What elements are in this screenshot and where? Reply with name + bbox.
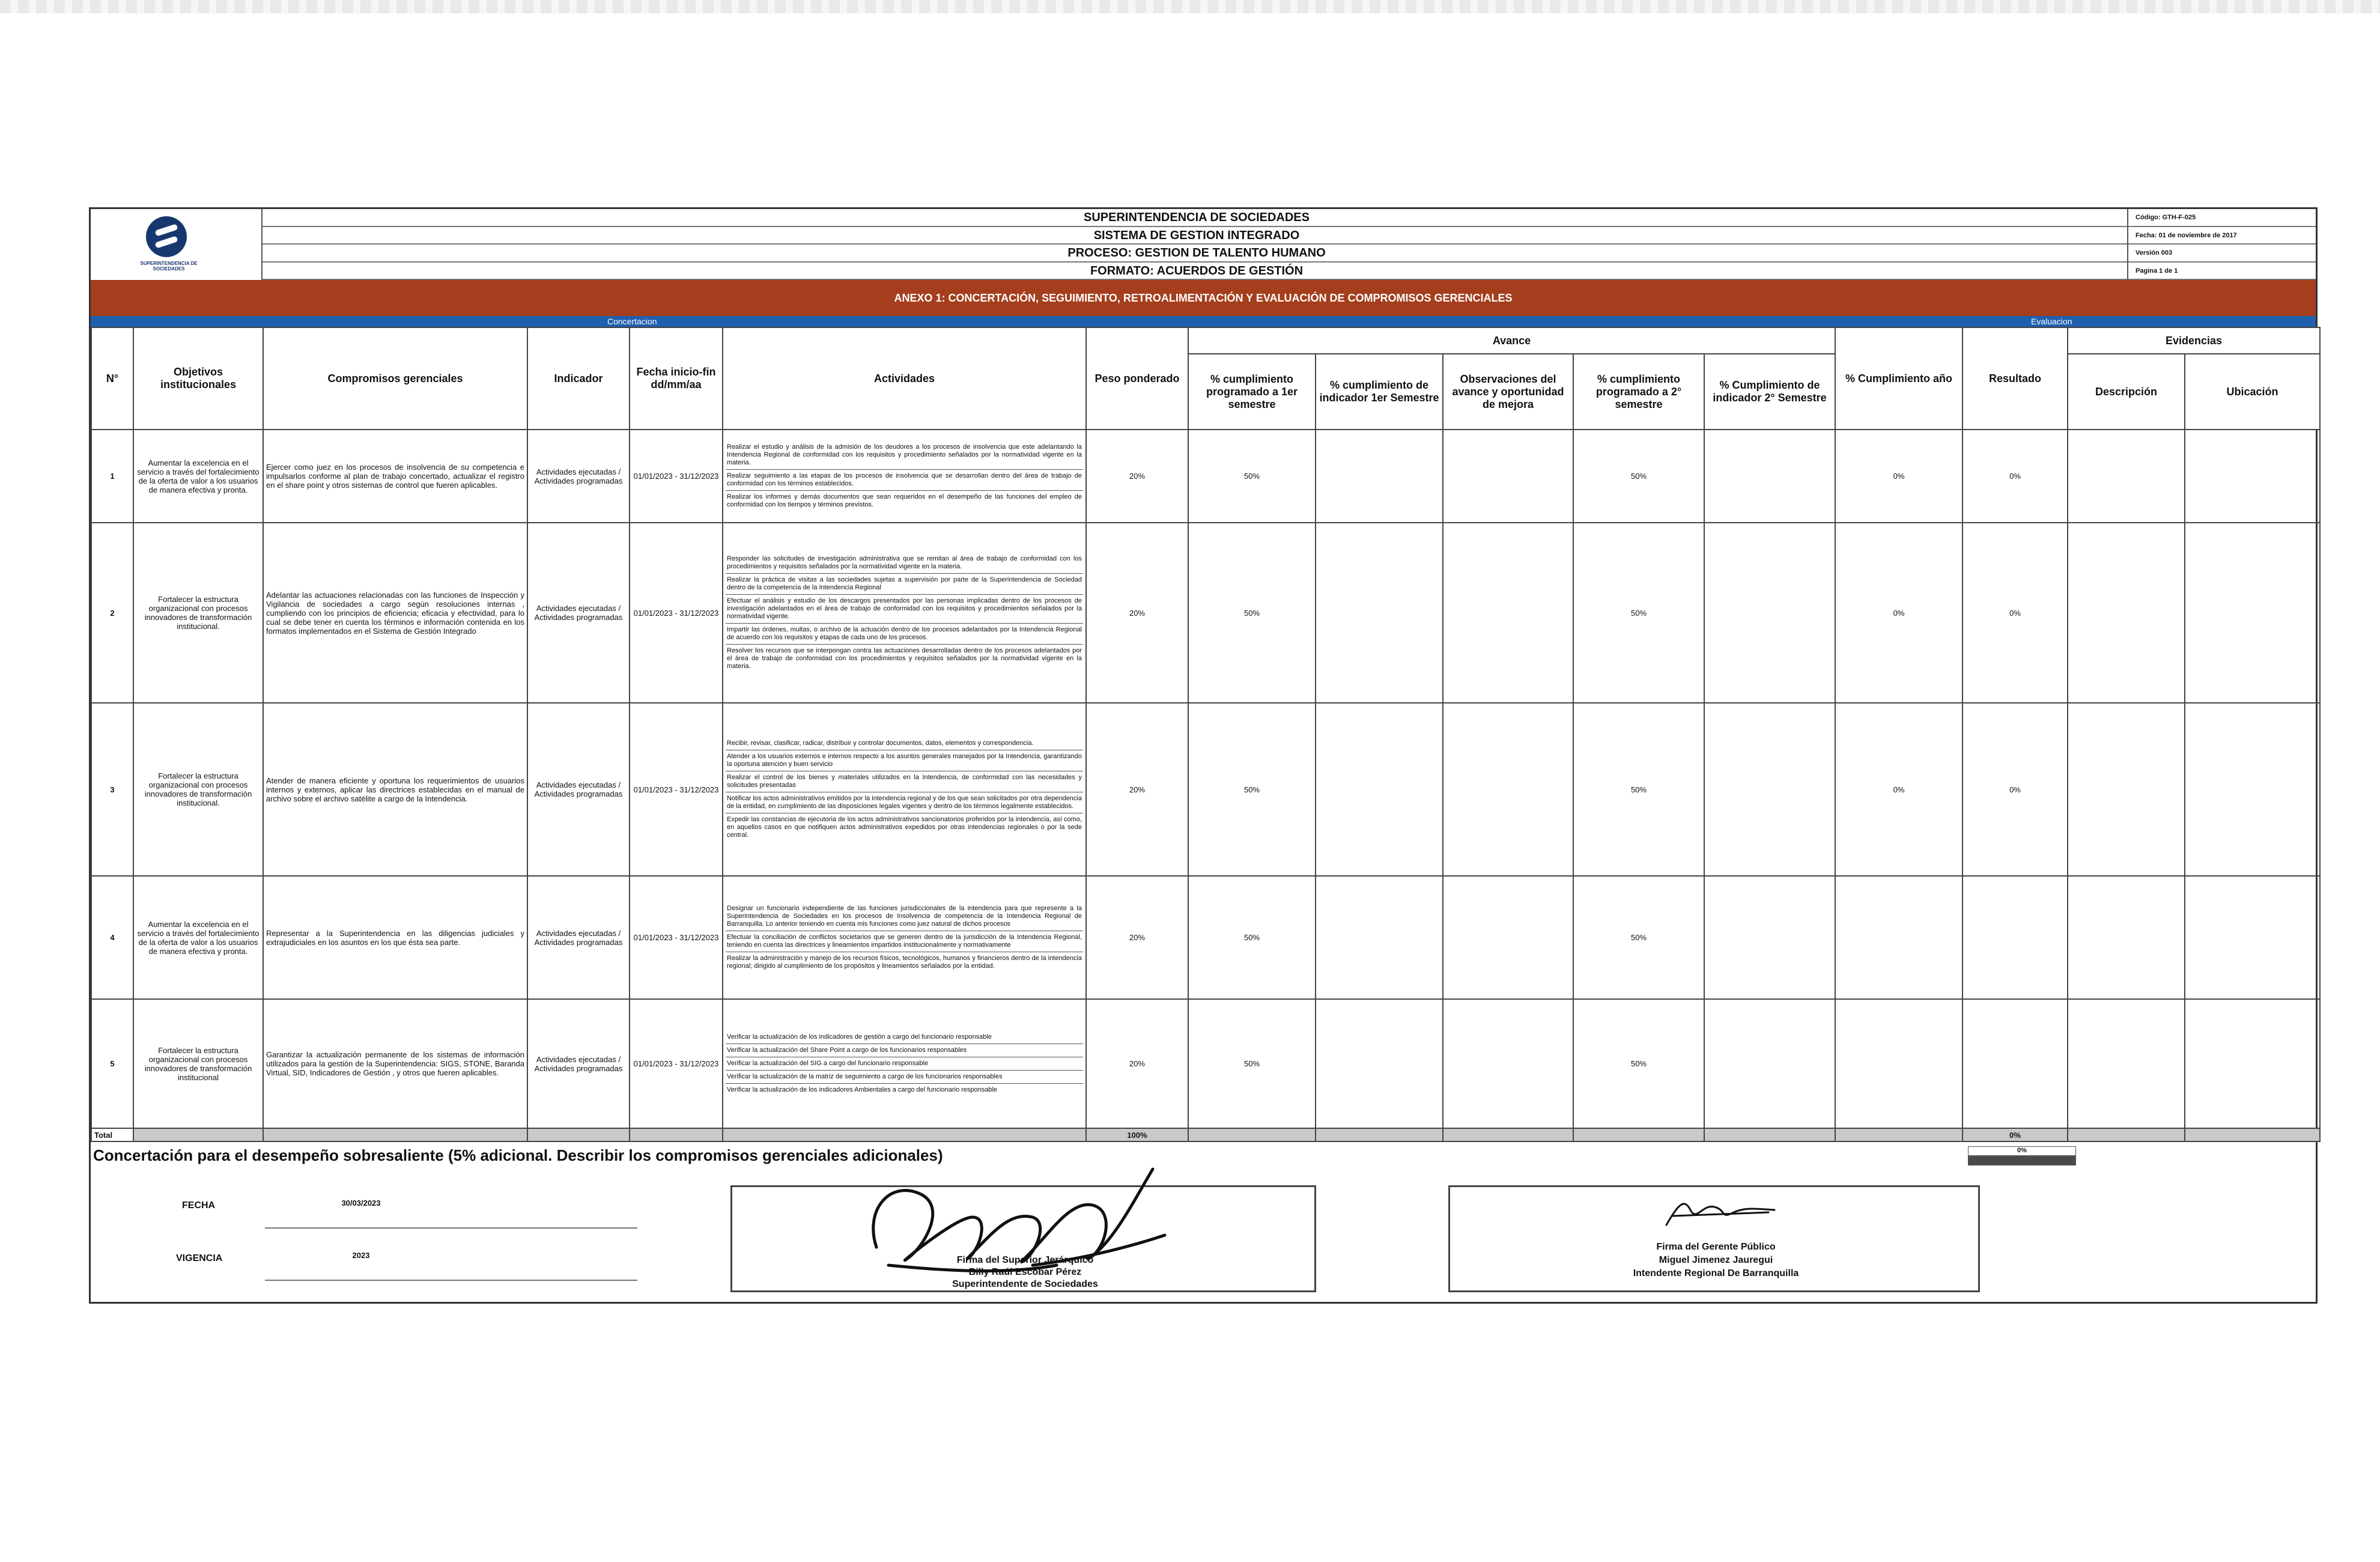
activity-item: Realizar la administración y manejo de los recursos físicos, tecnológicos, humanos y financieros dentro de la intendencia regional; dirigido al cumplimiento de los propósitos y lineamientos señalados por la entidad. (727, 955, 1082, 970)
agreement-sheet (89, 207, 2318, 1304)
total-resultado: 0% (1963, 1128, 2068, 1141)
row-resultado: 0% (1963, 430, 2068, 523)
activity-item: Verificar la actualización del Share Point a cargo de los funcionarios responsables (726, 1044, 1083, 1057)
header-titles (263, 209, 2131, 280)
logo-caption: SUPERINTENDENCIA DE SOCIEDADES (140, 261, 198, 272)
row-resultado (1963, 999, 2068, 1128)
activity-item: Verificar la actualización de la matriz de seguimiento a cargo de los funcionarios responsables (726, 1071, 1083, 1084)
activity-item: Verificar la actualización de los indicadores de gestión a cargo del funcionario responsable (726, 1031, 1083, 1044)
row-indicador: Actividades ejecutadas / Actividades programadas (527, 876, 630, 999)
row-indicador: Actividades ejecutadas / Actividades programadas (527, 999, 630, 1128)
scan-edge (0, 0, 2380, 13)
header-entity: SUPERINTENDENCIA DE SOCIEDADES (263, 209, 2131, 227)
row-ind1 (1316, 999, 1443, 1128)
vigencia-label: VIGENCIA (176, 1253, 223, 1263)
band-evaluacion: Evaluacion (2031, 317, 2072, 326)
row-ind1 (1316, 523, 1443, 703)
fecha-label: FECHA (182, 1200, 216, 1211)
activity-item: Realizar el estudio y análisis de la admisión de los deudores a los procesos de insolvencia que este adelantando la Intendencia Regional de conformidad con los requisitos y procedimiento señalados por la normatividad vigente en la materia. (726, 441, 1083, 470)
row-anio: 0% (1835, 430, 1963, 523)
total-peso: 100% (1086, 1128, 1188, 1141)
activity-item: Realizar los informes y demás documentos que sean requeridos en el desempeño de las funciones del empleo de conformidad con los tiempos y términos previstos. (727, 493, 1082, 508)
row-obs (1443, 703, 1573, 876)
row-obs (1443, 430, 1573, 523)
row-number: 2 (91, 523, 133, 703)
row-anio: 0% (1835, 703, 1963, 876)
meta-page: Pagina 1 de 1 (2128, 263, 2316, 281)
activity-item: Atender a los usuarios externos e internos respecto a los asuntos generales manejados por la Intendencia, garantizando la oportuna atención y buen servicio (726, 750, 1083, 771)
row-objetivo: Aumentar la excelencia en el servicio a través del fortalecimiento de la oferta de valor a los usuarios de manera efectiva y pronta. (133, 876, 263, 999)
superior-line1: Firma del Superior Jerárquico (956, 1255, 1094, 1265)
row-actividades (723, 999, 1086, 1128)
col-compromisos: Compromisos gerenciales (263, 327, 527, 430)
gerente-signature-box (1448, 1185, 1980, 1292)
row-ind2 (1704, 523, 1835, 703)
annex-title: ANEXO 1: CONCERTACIÓN, SEGUIMIENTO, RETROALIMENTACIÓN Y EVALUACIÓN DE COMPROMISOS GERENCIALES (91, 280, 2316, 316)
row-actividades (723, 703, 1086, 876)
row-indicador: Actividades ejecutadas / Actividades programadas (527, 703, 630, 876)
row-prog1: 50% (1188, 876, 1316, 999)
meta-version: Versión 003 (2128, 245, 2316, 263)
row-prog1: 50% (1188, 523, 1316, 703)
table-row (91, 999, 2320, 1128)
row-obs (1443, 523, 1573, 703)
row-peso: 20% (1086, 703, 1188, 876)
row-objetivo: Fortalecer la estructura organizacional con procesos innovadores de transformación institucional. (133, 703, 263, 876)
row-prog1: 50% (1188, 703, 1316, 876)
row-objetivo: Fortalecer la estructura organizacional con procesos innovadores de transformación institucional. (133, 523, 263, 703)
row-ubicacion (2185, 430, 2320, 523)
activity-item: Realizar la práctica de visitas a las sociedades sujetas a supervisión por parte de la Superintendencia de Sociedad dentro de la competencia de la Intendencia Regional (726, 574, 1083, 595)
activity-item: Realizar el control de los bienes y materiales utilizados en la Intendencia, de conformidad con las necesidades y solicitudes presentadas (726, 771, 1083, 792)
row-ind2 (1704, 430, 1835, 523)
activity-item: Realizar seguimiento a las etapas de los procesos de insolvencia que se desarrollan dentro del área de trabajo de conformidad con los términos establecidos. (726, 470, 1083, 491)
fecha-line (265, 1227, 637, 1229)
row-compromiso: Representar a la Superintendencia en las diligencias judiciales y extrajudiciales en los asuntos en los que ésta sea parte. (263, 876, 527, 999)
header-process: PROCESO: GESTION DE TALENTO HUMANO (263, 245, 2131, 263)
total-label: Total (91, 1128, 133, 1141)
col-n: N° (91, 327, 133, 430)
row-indicador: Actividades ejecutadas / Actividades programadas (527, 430, 630, 523)
activity-item: Expedir las constancias de ejecutoria de los actos administrativos sancionatorios proferidos por la intendencia, así como, en aquellos casos en que notifiquen actos administrativos expedidos por otras intendencias regionales o por la sede central. (727, 816, 1082, 839)
row-resultado (1963, 876, 2068, 999)
gerente-line1: Firma del Gerente Público (1656, 1242, 1776, 1252)
row-prog2: 50% (1573, 876, 1704, 999)
row-peso: 20% (1086, 876, 1188, 999)
row-ind2 (1704, 999, 1835, 1128)
sobresaliente-dark-cell (1968, 1156, 2076, 1165)
sobresaliente-result (1968, 1146, 2076, 1173)
sobresaliente-value: 0% (1968, 1146, 2076, 1156)
row-ubicacion (2185, 523, 2320, 703)
table-row (91, 523, 2320, 703)
row-prog1: 50% (1188, 999, 1316, 1128)
row-compromiso: Adelantar las actuaciones relacionadas con las funciones de Inspección y Vigilancia de sociedades a cargo según resoluciones internas , cumpliendo con los principios de eficiencia; eficacia y efectividad, para lo cual se debe tener en cuenta los términos e información contenida en los formatos implementados en el Sistema de Gestión Integrado (263, 523, 527, 703)
header-system: SISTEMA DE GESTION INTEGRADO (263, 227, 2131, 245)
row-compromiso: Garantizar la actualización permanente de los sistemas de información utilizados para la gestión de la Superintendencia: SIGS, STONE, Baranda Virtual, SID, Indicadores de Gestión , y otros que fueren aplicables. (263, 999, 527, 1128)
col-actividades: Actividades (723, 327, 1086, 430)
col-ind1: % cumplimiento de indicador 1er Semestre (1316, 354, 1443, 430)
row-number: 3 (91, 703, 133, 876)
commitments-table (91, 327, 2321, 1142)
row-ubicacion (2185, 999, 2320, 1128)
row-ind1 (1316, 430, 1443, 523)
gerente-line3: Intendente Regional De Barranquilla (1633, 1268, 1799, 1278)
row-prog2: 50% (1573, 999, 1704, 1128)
row-ubicacion (2185, 876, 2320, 999)
col-prog2: % cumplimiento programado a 2° semestre (1573, 354, 1704, 430)
activity-item: Verificar la actualización de los indicadores Ambientales a cargo del funcionario responsable (727, 1086, 998, 1093)
row-actividades (723, 523, 1086, 703)
superior-line3: Superintendente de Sociedades (952, 1279, 1098, 1289)
row-prog1: 50% (1188, 430, 1316, 523)
activity-item: Recibir, revisar, clasificar, radicar, distribuir y controlar documentos, datos, elementos y correspondencia. (726, 737, 1083, 750)
row-objetivo: Aumentar la excelencia en el servicio a través del fortalecimiento de la oferta de valor a los usuarios de manera efectiva y pronta. (133, 430, 263, 523)
row-descripcion (2068, 523, 2185, 703)
row-fecha: 01/01/2023 - 31/12/2023 (630, 523, 723, 703)
col-fecha: Fecha inicio-fin dd/mm/aa (630, 327, 723, 430)
col-descripcion: Descripción (2068, 354, 2185, 430)
row-ubicacion (2185, 703, 2320, 876)
activity-item: Impartir las órdenes, multas, o archivo de la actuación dentro de los procesos adelantados por la Intendencia Regional de acuerdo con los requisitos y etapas de cada uno de los procesos. (726, 624, 1083, 645)
row-descripcion (2068, 999, 2185, 1128)
row-indicador: Actividades ejecutadas / Actividades programadas (527, 523, 630, 703)
col-peso: Peso ponderado (1086, 327, 1188, 430)
row-prog2: 50% (1573, 523, 1704, 703)
activity-item: Verificar la actualización del SIG a cargo del funcionario responsable (726, 1057, 1083, 1071)
table-row (91, 703, 2320, 876)
row-actividades (723, 430, 1086, 523)
row-fecha: 01/01/2023 - 31/12/2023 (630, 876, 723, 999)
superior-signature-box (730, 1185, 1316, 1292)
row-anio (1835, 876, 1963, 999)
row-descripcion (2068, 876, 2185, 999)
fecha-value: 30/03/2023 (341, 1199, 381, 1208)
row-descripcion (2068, 703, 2185, 876)
logo-cell (91, 209, 263, 280)
activity-item: Responder las solicitudes de investigación administrativa que se remitan al área de trabajo de conformidad con los procedimientos y requisitos señalados por la normatividad vigente en la materia. (726, 553, 1083, 574)
section-band (91, 316, 2316, 327)
header-meta (2127, 209, 2316, 280)
gerente-signature-mark (1660, 1192, 1780, 1234)
row-number: 1 (91, 430, 133, 523)
row-descripcion (2068, 430, 2185, 523)
col-obs: Observaciones del avance y oportunidad de mejora (1443, 354, 1573, 430)
row-prog2: 50% (1573, 703, 1704, 876)
row-number: 4 (91, 876, 133, 999)
col-ind2: % Cumplimiento de indicador 2° Semestre (1704, 354, 1835, 430)
band-concertacion: Concertacion (607, 317, 657, 326)
header-format: FORMATO: ACUERDOS DE GESTIÓN (263, 263, 2131, 281)
col-ubicacion: Ubicación (2185, 354, 2320, 430)
row-compromiso: Atender de manera eficiente y oportuna los requerimientos de usuarios internos y externos, aplicar las directrices establecidas en el manual de archivo sobre el archivo satélite a cargo de la Intendencia. (263, 703, 527, 876)
row-anio (1835, 999, 1963, 1128)
col-objetivos: Objetivos institucionales (133, 327, 263, 430)
activity-item: Notificar los actos administrativos emitidos por la intendencia regional y de los que sean solicitados por otra dependencia de la entidad, en cumplimiento de las disposiciones legales vigentes y dentro de los términos legalmente establecidos. (726, 792, 1083, 813)
row-ind2 (1704, 876, 1835, 999)
row-peso: 20% (1086, 430, 1188, 523)
vigencia-value: 2023 (352, 1251, 370, 1260)
activity-item: Efectuar la conciliación de conflictos societarios que se generen dentro de la jurisdicción de la Intendencia Regional, teniendo en cuenta las directrices y lineamientos impartidos institucionalmente y normativamente (726, 931, 1083, 952)
row-peso: 20% (1086, 523, 1188, 703)
col-resultado: Resultado (1963, 327, 2068, 430)
row-obs (1443, 876, 1573, 999)
meta-date: Fecha: 01 de noviembre de 2017 (2128, 227, 2316, 245)
activity-item: Resolver los recursos que se interpongan contra las actuaciones desarrolladas dentro de los procesos adelantados por el área de trabajo de conformidad con los procedimientos y requisitos señalados por la normatividad vigente en la materia. (727, 647, 1082, 670)
row-ind2 (1704, 703, 1835, 876)
col-indicador: Indicador (527, 327, 630, 430)
row-peso: 20% (1086, 999, 1188, 1128)
row-ind1 (1316, 703, 1443, 876)
row-fecha: 01/01/2023 - 31/12/2023 (630, 430, 723, 523)
col-prog1: % cumplimiento programado a 1er semestre (1188, 354, 1316, 430)
row-number: 5 (91, 999, 133, 1128)
col-avance: Avance (1188, 327, 1835, 354)
sobresaliente-title: Concertación para el desempeño sobresaliente (5% adicional. Describir los compromisos gerenciales adicionales) (93, 1146, 943, 1164)
row-resultado: 0% (1963, 523, 2068, 703)
row-fecha: 01/01/2023 - 31/12/2023 (630, 703, 723, 876)
document-header (91, 209, 2316, 280)
gerente-line2: Miguel Jimenez Jauregui (1659, 1255, 1773, 1265)
activity-item: Designar un funcionario independiente de las funciones jurisdiccionales de la intendencia para que represente a la Superintendencia de Sociedades en los procesos de Insolvencia de competencia de la Intendencia Regional de Barranquilla. Lo anterior teniendo en cuenta mis funciones como juez natural de dichos procesos (726, 902, 1083, 931)
col-evidencias: Evidencias (2068, 327, 2320, 354)
row-compromiso: Ejercer como juez en los procesos de insolvencia de su competencia e impulsarlos conforme al plan de trabajo concertado, actualizar el registro en el share point y otros sistemas de control que fueren aplicables. (263, 430, 527, 523)
row-obs (1443, 999, 1573, 1128)
superior-line2: Billy Raúl Escobar Pérez (968, 1267, 1082, 1277)
row-resultado: 0% (1963, 703, 2068, 876)
row-actividades (723, 876, 1086, 999)
col-anio: % Cumplimiento año (1835, 327, 1963, 430)
row-prog2: 50% (1573, 430, 1704, 523)
row-anio: 0% (1835, 523, 1963, 703)
supersociedades-logo-icon (146, 216, 187, 257)
activity-item: Efectuar el análisis y estudio de los descargos presentados por las personas implicadas dentro de los procesos de investigación adelantados en el área de trabajo de conformidad con los requisitos y procedimientos señalados por la normatividad vigente. (726, 595, 1083, 624)
meta-code: Código: GTH-F-025 (2128, 209, 2316, 227)
vigencia-line (265, 1280, 637, 1281)
table-row (91, 430, 2320, 523)
table-row (91, 876, 2320, 999)
row-objetivo: Fortalecer la estructura organizacional con procesos innovadores de transformación institucional (133, 999, 263, 1128)
row-fecha: 01/01/2023 - 31/12/2023 (630, 999, 723, 1128)
row-ind1 (1316, 876, 1443, 999)
